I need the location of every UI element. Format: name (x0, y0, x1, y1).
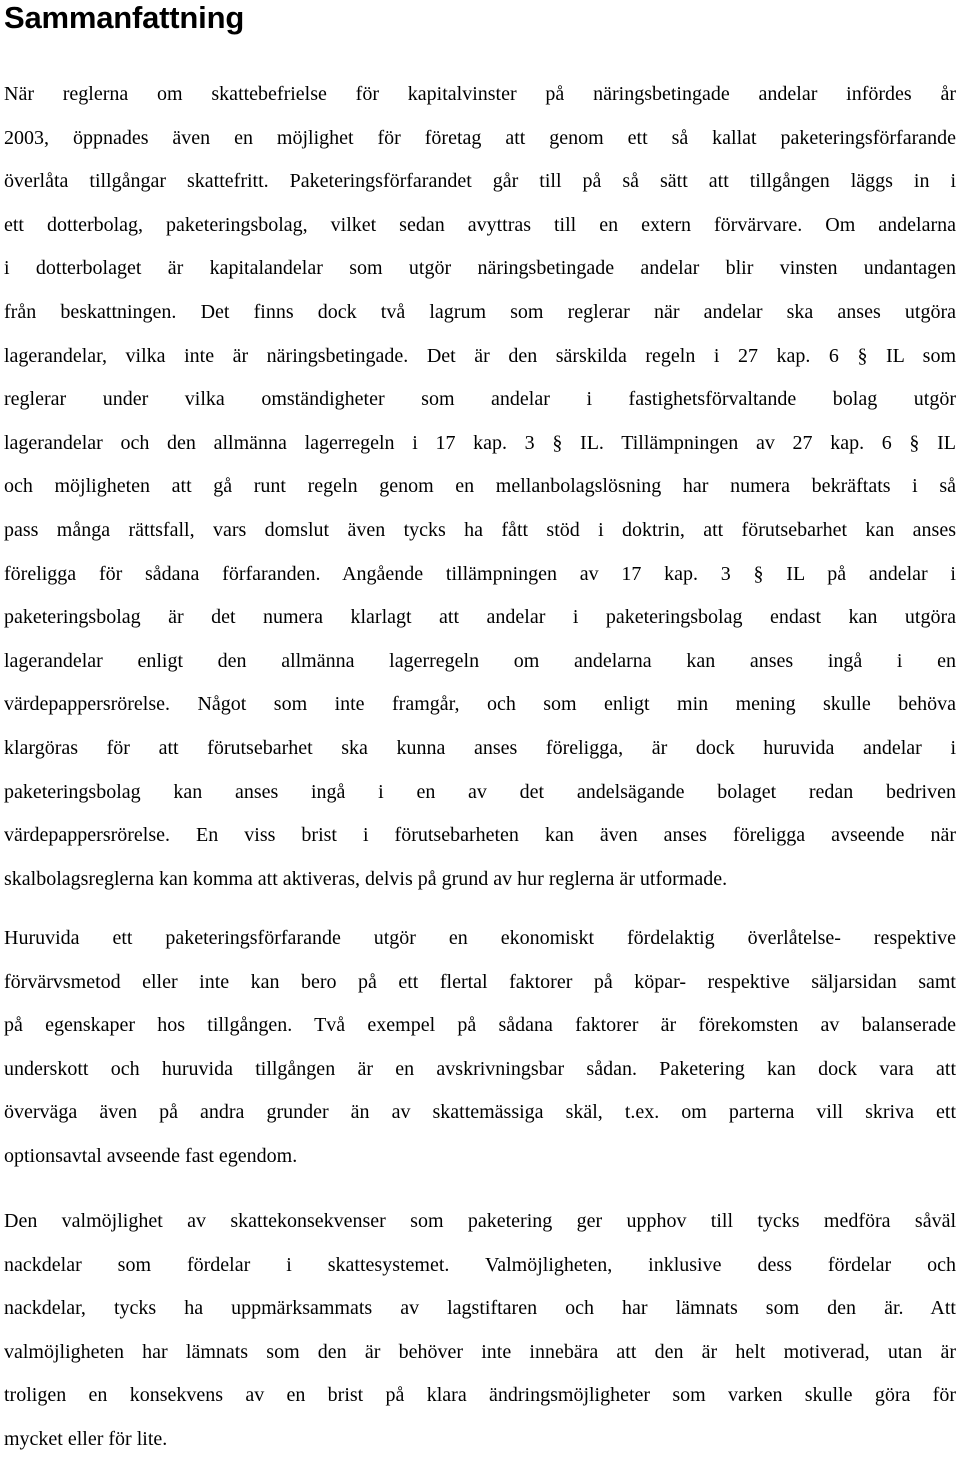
text-line: i dotterbolaget är kapitalandelar som utgör näringsbetingade andelar blir vinsten undantagen (4, 257, 956, 280)
text-line: klargöras för att förutsebarhet ska kunna anses föreligga, är dock huruvida andelar i (4, 737, 956, 759)
text-line: förvärvsmetod eller inte kan bero på ett flertal faktorer på köpar- respektive säljarsidan samt (4, 970, 956, 993)
text-line: överlåta tillgångar skattefritt. Paketeringsförfarandet går till på så sätt att tillgången läggs in i (4, 170, 956, 193)
text-line: underskott och huruvida tillgången är en avskrivningsbar sådan. Paketering kan dock vara att (4, 1057, 956, 1080)
text-line: nackdelar som fördelar i skattesystemet. Valmöjligheten, inklusive dess fördelar och (4, 1253, 956, 1276)
text-line: pass många rättsfall, vars domslut även tycks ha fått stöd i doktrin, att förutsebarhet kan anses (4, 519, 956, 541)
text-line: överväga även på andra grunder än av skattemässiga skäl, t.ex. om parterna vill skriva ett (4, 1101, 956, 1124)
section-heading: Sammanfattning (4, 0, 245, 35)
text-line: Den valmöjlighet av skattekonsekvenser som paketering ger upphov till tycks medföra såväl (4, 1210, 956, 1232)
text-line: troligen en konsekvens av en brist på klara ändringsmöjligheter som varken skulle göra för (4, 1384, 956, 1407)
text-line: på egenskaper hos tillgången. Två exempel på sådana faktorer är förekomsten av balanserade (4, 1014, 956, 1037)
text-line: mycket eller för lite. (4, 1428, 168, 1450)
text-line: paketeringsbolag kan anses ingå i en av det andelsägande bolaget redan bedriven (4, 780, 956, 803)
text-line: valmöjligheten har lämnats som den är behöver inte innebära att den är helt motiverad, utan är (4, 1340, 956, 1363)
text-line: och möjligheten att gå runt regeln genom en mellanbolagslösning har numera bekräftats i så (4, 475, 956, 498)
text-line: reglerar under vilka omständigheter som andelar i fastighetsförvaltande bolag utgör (4, 388, 956, 411)
text-line: skalbolagsreglerna kan komma att aktiveras, delvis på grund av hur reglerna är utformade. (4, 867, 728, 890)
text-line: värdepappersrörelse. Något som inte framgår, och som enligt min mening skulle behöva (4, 693, 956, 716)
text-line: När reglerna om skattebefrielse för kapitalvinster på näringsbetingade andelar infördes år (4, 83, 956, 105)
text-line: nackdelar, tycks ha uppmärksammats av lagstiftaren och har lämnats som den är. Att (4, 1297, 956, 1320)
text-line: 2003, öppnades även en möjlighet för företag att genom ett så kallat paketeringsförfarande (4, 126, 956, 149)
text-line: värdepappersrörelse. En viss brist i förutsebarheten kan även anses föreligga avseende när (4, 824, 956, 847)
text-line: lagerandelar enligt den allmänna lagerregeln om andelarna kan anses ingå i en (4, 649, 956, 672)
text-line: Huruvida ett paketeringsförfarande utgör en ekonomiskt fördelaktig överlåtelse- respektive (4, 927, 956, 949)
text-line: ett dotterbolag, paketeringsbolag, vilket sedan avyttras till en extern förvärvare. Om andelarna (4, 213, 956, 236)
text-line: paketeringsbolag är det numera klarlagt att andelar i paketeringsbolag endast kan utgöra (4, 606, 956, 629)
text-line: från beskattningen. Det finns dock två lagrum som reglerar när andelar ska anses utgöra (4, 301, 956, 323)
text-line: föreligga för sådana förfaranden. Angående tillämpningen av 17 kap. 3 § IL på andelar i (4, 562, 956, 585)
text-line: lagerandelar, vilka inte är näringsbetingade. Det är den särskilda regeln i 27 kap. 6 § IL som (4, 344, 956, 367)
text-line: lagerandelar och den allmänna lagerregeln i 17 kap. 3 § IL. Tillämpningen av 27 kap. 6 § IL (4, 431, 956, 454)
text-line: optionsavtal avseende fast egendom. (4, 1145, 298, 1167)
